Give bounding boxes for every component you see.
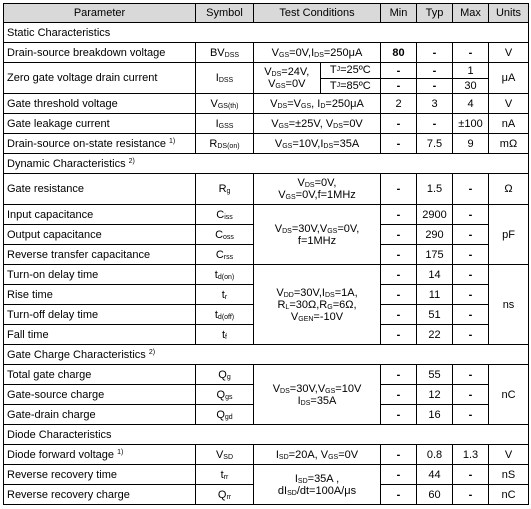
min-coss: - — [381, 225, 417, 245]
min-tr: - — [381, 285, 417, 305]
max-qgs: - — [453, 385, 489, 405]
typ-vsd: 0.8 — [417, 445, 453, 465]
typ-tr: 11 — [417, 285, 453, 305]
typ-qrr: 60 — [417, 485, 453, 505]
typ-vgsth: 3 — [417, 94, 453, 114]
unit-idss: μA — [489, 63, 529, 94]
unit-bvdss: V — [489, 43, 529, 63]
max-qrr: - — [453, 485, 489, 505]
typ-igss: - — [417, 114, 453, 134]
max-trr: - — [453, 465, 489, 485]
header-min: Min — [381, 4, 417, 23]
section-static: Static Characteristics — [4, 23, 529, 43]
typ-coss: 290 — [417, 225, 453, 245]
min-vsd: - — [381, 445, 417, 465]
section-row — [4, 23, 529, 43]
unit-rg: Ω — [489, 174, 529, 205]
typ-bvdss: - — [417, 43, 453, 63]
min-bvdss: 80 — [381, 43, 417, 63]
unit-switching: ns — [489, 265, 529, 345]
typ-ciss: 2900 — [417, 205, 453, 225]
header-typ: Typ — [417, 4, 453, 23]
table-row — [4, 205, 529, 225]
unit-vsd: V — [489, 445, 529, 465]
max-qg: - — [453, 365, 489, 385]
unit-trr: nS — [489, 465, 529, 485]
table-row — [4, 174, 529, 205]
min-tdoff: - — [381, 305, 417, 325]
max-coss: - — [453, 225, 489, 245]
cond-switching: $V_{DD}=30V,I_{DS}=1A$, $R_L=30\Omega,R_G=6\Omega$, $V_{GEN}=-10V$ — [254, 265, 381, 345]
min-qgd: - — [381, 405, 417, 425]
min-qgs: - — [381, 385, 417, 405]
header-units: Units — [489, 4, 529, 23]
param-tdoff: Turn-off delay time — [4, 305, 196, 325]
symbol-tdoff: $t_{d(off)}$ — [196, 305, 254, 325]
param-qgs: Gate-source charge — [4, 385, 196, 405]
max-tr: - — [453, 285, 489, 305]
max-crss: - — [453, 245, 489, 265]
min-tdon: - — [381, 265, 417, 285]
min-igss: - — [381, 114, 417, 134]
typ-tdoff: 51 — [417, 305, 453, 325]
unit-igss: nA — [489, 114, 529, 134]
cond-gate-charge: $V_{DS}=30V,V_{GS}=10V$ $I_{DS}=35A$ — [254, 365, 381, 425]
param-bvdss: Drain-source breakdown voltage — [4, 43, 196, 63]
param-rdson: Drain-source on-state resistance $^{1)}$ — [4, 134, 196, 154]
min-rg: - — [381, 174, 417, 205]
min-qrr: - — [381, 485, 417, 505]
symbol-tdon: $t_{d(on)}$ — [196, 265, 254, 285]
symbol-rdson: $R_{DS(on)}$ — [196, 134, 254, 154]
typ-idss: - - — [417, 63, 453, 94]
max-tdon: - — [453, 265, 489, 285]
table-row — [4, 465, 529, 485]
symbol-rg: $R_g$ — [196, 174, 254, 205]
max-igss: ±100 — [453, 114, 489, 134]
unit-rdson: mΩ — [489, 134, 529, 154]
symbol-vsd: $V_{SD}$ — [196, 445, 254, 465]
param-vsd: Diode forward voltage $^{1)}$ — [4, 445, 196, 465]
symbol-bvdss: $BV_{DSS}$ — [196, 43, 254, 63]
unit-vgsth: V — [489, 94, 529, 114]
table-row — [4, 365, 529, 385]
symbol-crss: $C_{rss}$ — [196, 245, 254, 265]
header-parameter: Parameter — [4, 4, 196, 23]
cond-bvdss: $V_{GS}=0V,I_{DS}=250\mu A$ — [254, 43, 381, 63]
cond-idss-right-1: T J =25ºC — [329, 64, 371, 77]
symbol-trr: $t_{rr}$ — [196, 465, 254, 485]
table-row — [4, 94, 529, 114]
symbol-qgd: $Q_{gd}$ — [196, 405, 254, 425]
max-tdoff: - — [453, 305, 489, 325]
max-qgd: - — [453, 405, 489, 425]
table-row — [4, 265, 529, 285]
cond-idss-left-2: $V_{GS}=0V$ — [268, 78, 306, 90]
param-trr: Reverse recovery time — [4, 465, 196, 485]
param-coss: Output capacitance — [4, 225, 196, 245]
param-ciss: Input capacitance — [4, 205, 196, 225]
cond-rg: $V_{DS}=0V$, $V_{GS}=0V,f=1MHz$ — [254, 174, 381, 205]
min-trr: - — [381, 465, 417, 485]
typ-qg: 55 — [417, 365, 453, 385]
param-qg: Total gate charge — [4, 365, 196, 385]
typ-tf: 22 — [417, 325, 453, 345]
param-crss: Reverse transfer capacitance — [4, 245, 196, 265]
header-max: Max — [453, 4, 489, 23]
section-row — [4, 345, 529, 365]
min-crss: - — [381, 245, 417, 265]
typ-trr: 44 — [417, 465, 453, 485]
symbol-vgsth: $V_{GS(th)}$ — [196, 94, 254, 114]
unit-qrr: nC — [489, 485, 529, 505]
cond-capacitance: $V_{DS}=30V,V_{GS}=0V$, f=1MHz — [254, 205, 381, 265]
symbol-ciss: $C_{iss}$ — [196, 205, 254, 225]
max-rg: - — [453, 174, 489, 205]
param-tr: Rise time — [4, 285, 196, 305]
typ-crss: 175 — [417, 245, 453, 265]
table-header-row — [4, 4, 529, 23]
param-idss: Zero gate voltage drain current — [4, 63, 196, 94]
typ-rg: 1.5 — [417, 174, 453, 205]
unit-gate-charge: nC — [489, 365, 529, 425]
section-gate-charge: Gate Charge Characteristics $^{2)}$ — [4, 345, 529, 365]
cond-igss: $V_{GS}=\pm 25V$, $V_{DS}=0V$ — [254, 114, 381, 134]
min-qg: - — [381, 365, 417, 385]
table-row — [4, 114, 529, 134]
max-rdson: 9 — [453, 134, 489, 154]
param-qrr: Reverse recovery charge — [4, 485, 196, 505]
section-row — [4, 154, 529, 174]
symbol-qrr: $Q_{rr}$ — [196, 485, 254, 505]
symbol-tf: $t_f$ — [196, 325, 254, 345]
header-conditions: Test Conditions — [254, 4, 381, 23]
table-row — [4, 63, 529, 94]
symbol-igss: $I_{GSS}$ — [196, 114, 254, 134]
min-rdson: - — [381, 134, 417, 154]
max-idss: 1 30 — [453, 63, 489, 94]
param-rg: Gate resistance — [4, 174, 196, 205]
max-ciss: - — [453, 205, 489, 225]
cond-rdson: $V_{GS}=10V,I_{DS}=35A$ — [254, 134, 381, 154]
param-vgsth: Gate threshold voltage — [4, 94, 196, 114]
min-idss: - - — [381, 63, 417, 94]
cond-vgsth: $V_{DS}=V_{GS}$, $I_D=250\mu A$ — [254, 94, 381, 114]
cond-idss-left-1: $V_{DS}=24V$, — [264, 66, 310, 78]
section-diode: Diode Characteristics — [4, 425, 529, 445]
unit-capacitance: pF — [489, 205, 529, 265]
max-tf: - — [453, 325, 489, 345]
typ-qgs: 12 — [417, 385, 453, 405]
param-tf: Fall time — [4, 325, 196, 345]
table-row — [4, 43, 529, 63]
typ-rdson: 7.5 — [417, 134, 453, 154]
max-vsd: 1.3 — [453, 445, 489, 465]
min-tf: - — [381, 325, 417, 345]
max-bvdss: - — [453, 43, 489, 63]
cond-reverse-recovery: $I_{SD}=35A$ , $dI_{SD}/dt=100A/\mu s$ — [254, 465, 381, 505]
cond-idss — [254, 63, 381, 94]
typ-tdon: 14 — [417, 265, 453, 285]
min-vgsth: 2 — [381, 94, 417, 114]
table-row — [4, 445, 529, 465]
symbol-coss: $C_{oss}$ — [196, 225, 254, 245]
symbol-qgs: $Q_{gs}$ — [196, 385, 254, 405]
param-igss: Gate leakage current — [4, 114, 196, 134]
min-ciss: - — [381, 205, 417, 225]
symbol-qg: $Q_g$ — [196, 365, 254, 385]
cond-vsd: $I_{SD}=20A$, $V_{GS}=0V$ — [254, 445, 381, 465]
param-tdon: Turn-on delay time — [4, 265, 196, 285]
section-row — [4, 425, 529, 445]
param-qgd: Gate-drain charge — [4, 405, 196, 425]
typ-qgd: 16 — [417, 405, 453, 425]
section-dynamic: Dynamic Characteristics $^{2)}$ — [4, 154, 529, 174]
cond-idss-right-2: T J =85ºC — [321, 78, 380, 94]
header-symbol: Symbol — [196, 4, 254, 23]
max-vgsth: 4 — [453, 94, 489, 114]
table-row — [4, 134, 529, 154]
symbol-idss: $I_{DSS}$ — [196, 63, 254, 94]
symbol-tr: $t_r$ — [196, 285, 254, 305]
electrical-characteristics-table — [3, 3, 529, 505]
